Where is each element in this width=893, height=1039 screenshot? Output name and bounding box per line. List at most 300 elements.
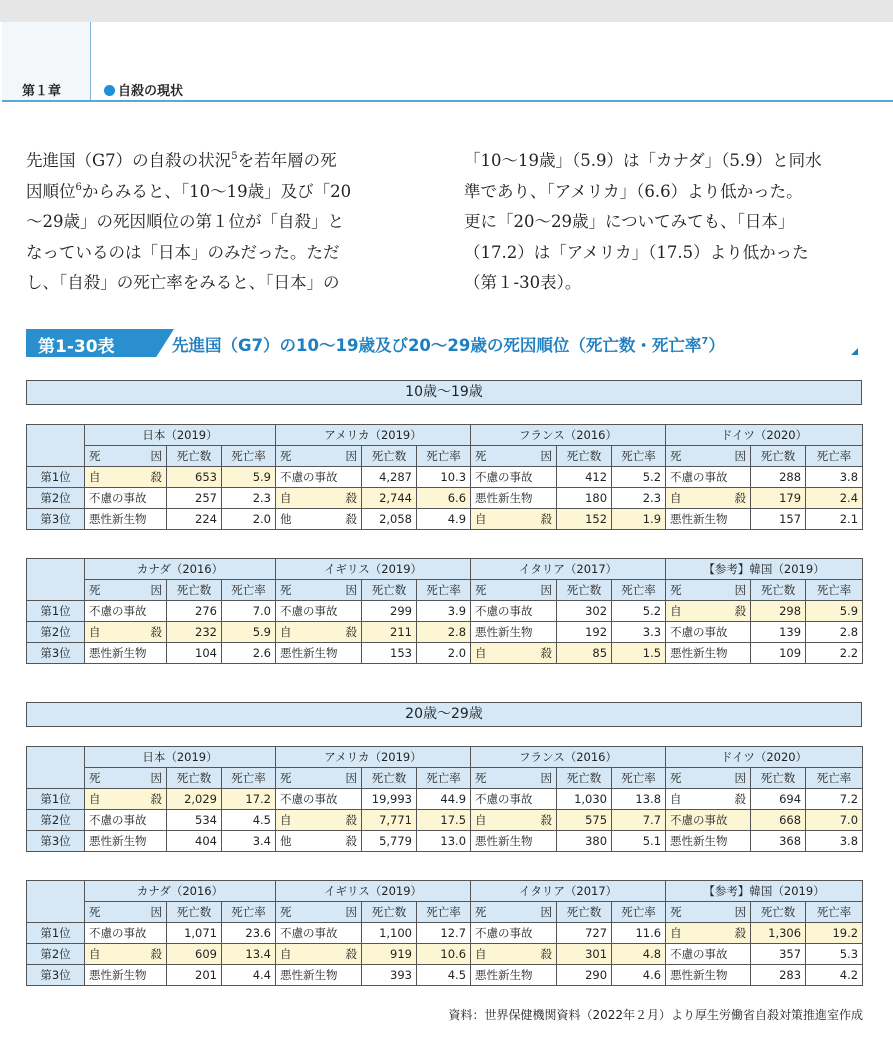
body-line-left: [26, 207, 426, 238]
country-header: カナダ（2016）: [85, 559, 276, 580]
cause-header-char: 因: [150, 905, 162, 919]
deaths-cell: 2,744: [362, 488, 417, 509]
rate-cell: 2.8: [806, 622, 863, 643]
cause-char: 殺: [150, 470, 162, 484]
rate-cell: 4.9: [417, 509, 471, 530]
cause-header-spread: [475, 448, 552, 464]
cause-char: 殺: [345, 947, 357, 961]
deaths-cell: 412: [557, 467, 612, 488]
rate-header: 死亡率: [612, 768, 666, 789]
rate-header: 死亡率: [417, 768, 471, 789]
cause-header-spread: [280, 582, 357, 598]
deaths-header: 死亡数: [557, 580, 612, 601]
cause-header: [471, 446, 557, 467]
table-row: [27, 601, 863, 622]
cause-spread: [89, 791, 162, 807]
cause-header-char: 死: [89, 771, 101, 785]
country-header-row: [27, 425, 863, 446]
cause-header-char: 因: [540, 905, 553, 919]
rank-label: 第1位: [27, 923, 85, 944]
cause-char: 自: [280, 947, 292, 961]
cause-header-spread: [280, 904, 357, 920]
rate-cell: 3.9: [417, 601, 471, 622]
country-header: フランス（2016）: [471, 425, 666, 446]
table-row: [27, 509, 863, 530]
rank-label: 第2位: [27, 810, 85, 831]
cause-cell: [666, 923, 751, 944]
cause-spread: [475, 946, 552, 962]
deaths-header: 死亡数: [167, 580, 222, 601]
rate-header: 死亡率: [612, 580, 666, 601]
rate-header: 死亡率: [612, 446, 666, 467]
deaths-cell: 1,030: [557, 789, 612, 810]
body-line-left: [26, 238, 426, 269]
rate-cell: 5.9: [222, 622, 276, 643]
cause-char: 殺: [150, 625, 162, 639]
cause-cell: [276, 509, 362, 530]
cause-spread: [280, 946, 357, 962]
cause-cell: [276, 622, 362, 643]
body-text-right: [464, 146, 864, 299]
cause-cell: 悪性新生物: [666, 965, 751, 986]
cause-char: 自: [475, 813, 487, 827]
cause-header-char: 因: [734, 905, 747, 919]
body-line-right: （第１-30表）。: [464, 273, 582, 292]
deaths-cell: 919: [362, 944, 417, 965]
cause-header-char: 死: [475, 583, 487, 597]
cause-cell: [85, 467, 167, 488]
deaths-cell: 180: [557, 488, 612, 509]
cause-header-spread: [475, 770, 552, 786]
cause-spread: [89, 624, 162, 640]
rank-label: 第3位: [27, 509, 85, 530]
cause-header: [85, 580, 167, 601]
deaths-cell: 290: [557, 965, 612, 986]
rate-cell: 5.2: [612, 601, 666, 622]
country-header: イギリス（2019）: [276, 881, 471, 902]
rate-cell: 10.6: [417, 944, 471, 965]
body-text-span: なっているのは「日本」のみだった。ただ: [26, 242, 340, 262]
cause-cell: 不慮の事故: [85, 923, 167, 944]
cause-cell: 悪性新生物: [85, 831, 167, 852]
deaths-cell: 283: [751, 965, 806, 986]
cause-char: 自: [475, 947, 487, 961]
cause-header-spread: [280, 770, 357, 786]
cause-cell: [666, 488, 751, 509]
cause-char: 殺: [345, 813, 357, 827]
deaths-cell: 19,993: [362, 789, 417, 810]
cause-header: [666, 580, 751, 601]
deaths-cell: 276: [167, 601, 222, 622]
rate-header: 死亡率: [222, 446, 276, 467]
cause-char: 殺: [345, 625, 357, 639]
table-title-bar: [26, 329, 862, 357]
cause-char: 自: [280, 813, 292, 827]
rate-cell: 13.4: [222, 944, 276, 965]
rate-header: 死亡率: [417, 446, 471, 467]
deaths-cell: 534: [167, 810, 222, 831]
cause-spread: [280, 511, 357, 527]
cause-header-spread: [670, 770, 746, 786]
table-row: [27, 622, 863, 643]
table-number: 第1-30表: [38, 337, 115, 357]
deaths-cell: 404: [167, 831, 222, 852]
deaths-header: 死亡数: [751, 580, 806, 601]
deaths-cell: 393: [362, 965, 417, 986]
rate-cell: 1.5: [612, 643, 666, 664]
cause-char: 殺: [150, 792, 162, 806]
cause-header: [276, 580, 362, 601]
deaths-header: 死亡数: [557, 902, 612, 923]
table-corner: [27, 881, 85, 923]
age-group-header: 20歳～29歳: [26, 702, 862, 727]
rate-header: 死亡率: [806, 768, 863, 789]
cause-char: 自: [280, 491, 292, 505]
rate-header: 死亡率: [222, 902, 276, 923]
country-header-row: [27, 881, 863, 902]
deaths-cell: 653: [167, 467, 222, 488]
bullet-icon: [104, 85, 115, 96]
cause-header-spread: [280, 448, 357, 464]
deaths-cell: 257: [167, 488, 222, 509]
deaths-header: 死亡数: [167, 446, 222, 467]
cause-char: 自: [475, 646, 487, 660]
cause-cell: 不慮の事故: [85, 810, 167, 831]
cause-header: [85, 902, 167, 923]
table-row: [27, 944, 863, 965]
cause-char: 自: [670, 792, 682, 806]
deaths-cell: 232: [167, 622, 222, 643]
deaths-header: 死亡数: [362, 902, 417, 923]
rank-label: 第1位: [27, 601, 85, 622]
cause-cell: [85, 944, 167, 965]
country-header: ドイツ（2020）: [666, 425, 863, 446]
deaths-cell: 727: [557, 923, 612, 944]
cause-header-char: 死: [670, 449, 682, 463]
cause-header-char: 因: [345, 771, 357, 785]
deaths-header: 死亡数: [557, 768, 612, 789]
table-row: [27, 789, 863, 810]
cause-header: [471, 768, 557, 789]
cause-header-char: 死: [280, 905, 292, 919]
rate-cell: 13.8: [612, 789, 666, 810]
country-header: 日本（2019）: [85, 425, 276, 446]
cause-spread: [475, 812, 552, 828]
deaths-cell: 201: [167, 965, 222, 986]
deaths-cell: 1,100: [362, 923, 417, 944]
rank-label: 第1位: [27, 789, 85, 810]
country-header: 【参考】韓国（2019）: [666, 559, 863, 580]
country-header: イタリア（2017）: [471, 559, 666, 580]
cause-spread: [475, 511, 552, 527]
cause-of-death-table: [26, 746, 863, 852]
cause-header-spread: [670, 448, 746, 464]
table-row: [27, 965, 863, 986]
cause-header-char: 因: [345, 905, 357, 919]
table-row: [27, 643, 863, 664]
table-row: [27, 923, 863, 944]
cause-header-char: 因: [540, 449, 553, 463]
cause-cell: [471, 643, 557, 664]
deaths-cell: 299: [362, 601, 417, 622]
cause-header-char: 因: [540, 583, 553, 597]
deaths-cell: 2,058: [362, 509, 417, 530]
cause-cell: 不慮の事故: [276, 923, 362, 944]
rate-header: 死亡率: [806, 446, 863, 467]
deaths-cell: 139: [751, 622, 806, 643]
cause-cell: 悪性新生物: [85, 643, 167, 664]
cause-header-spread: [475, 582, 552, 598]
rate-cell: 7.0: [806, 810, 863, 831]
cause-cell: 不慮の事故: [471, 601, 557, 622]
rank-label: 第3位: [27, 965, 85, 986]
cause-char: 他: [280, 512, 292, 526]
cause-spread: [670, 603, 746, 619]
cause-header-spread: [89, 904, 162, 920]
cause-header: [276, 902, 362, 923]
country-header: 日本（2019）: [85, 747, 276, 768]
table-row: [27, 488, 863, 509]
cause-spread: [89, 946, 162, 962]
table-title: [172, 332, 725, 356]
country-header: カナダ（2016）: [85, 881, 276, 902]
cause-header-spread: [670, 582, 746, 598]
cause-header-char: 死: [475, 449, 487, 463]
cause-cell: 不慮の事故: [276, 601, 362, 622]
cause-header-char: 因: [734, 449, 747, 463]
rate-cell: 2.6: [222, 643, 276, 664]
cause-header: [276, 768, 362, 789]
body-text-span: を若年層の死: [237, 151, 337, 170]
cause-cell: 不慮の事故: [666, 467, 751, 488]
rank-label: 第3位: [27, 831, 85, 852]
cause-cell: 悪性新生物: [471, 965, 557, 986]
country-header: ドイツ（2020）: [666, 747, 863, 768]
top-band: [0, 0, 893, 22]
cause-cell: 悪性新生物: [666, 509, 751, 530]
deaths-header: 死亡数: [751, 768, 806, 789]
rate-cell: 5.1: [612, 831, 666, 852]
cause-header-char: 死: [89, 583, 101, 597]
body-text-span: からみると、「10～19歳」及び「20: [81, 181, 352, 201]
country-header: イギリス（2019）: [276, 559, 471, 580]
rank-label: 第2位: [27, 488, 85, 509]
rate-cell: 11.6: [612, 923, 666, 944]
rate-cell: 13.0: [417, 831, 471, 852]
deaths-cell: 2,029: [167, 789, 222, 810]
cause-cell: 不慮の事故: [471, 789, 557, 810]
country-header: アメリカ（2019）: [276, 747, 471, 768]
cause-header: [85, 768, 167, 789]
rate-cell: 7.0: [222, 601, 276, 622]
cause-header: [85, 446, 167, 467]
chapter-label: 第１章: [22, 84, 62, 99]
rate-cell: 44.9: [417, 789, 471, 810]
footnote-mark: 7: [701, 336, 709, 347]
body-line-right: 準であり、「アメリカ」（6.6）より低かった。: [464, 181, 803, 201]
rank-label: 第1位: [27, 467, 85, 488]
body-line-left: [26, 146, 426, 177]
rate-cell: 12.7: [417, 923, 471, 944]
cause-char: 自: [670, 491, 682, 505]
rate-cell: 17.5: [417, 810, 471, 831]
cause-header-char: 因: [345, 583, 357, 597]
cause-of-death-table: [26, 880, 863, 986]
rate-cell: 4.8: [612, 944, 666, 965]
deaths-cell: 694: [751, 789, 806, 810]
cause-spread: [280, 490, 357, 506]
rate-header: 死亡率: [222, 768, 276, 789]
table-row: [27, 810, 863, 831]
rate-cell: 2.3: [612, 488, 666, 509]
rate-cell: 2.0: [417, 643, 471, 664]
cause-char: 殺: [540, 512, 553, 526]
rate-header: 死亡率: [417, 902, 471, 923]
deaths-header: 死亡数: [751, 902, 806, 923]
cause-cell: [471, 810, 557, 831]
cause-header-char: 死: [670, 771, 682, 785]
sub-header-row: [27, 768, 863, 789]
cause-cell: 不慮の事故: [276, 467, 362, 488]
rank-label: 第2位: [27, 622, 85, 643]
deaths-cell: 357: [751, 944, 806, 965]
cause-cell: 不慮の事故: [85, 601, 167, 622]
cause-header-char: 因: [734, 771, 747, 785]
deaths-cell: 224: [167, 509, 222, 530]
rate-cell: 5.9: [806, 601, 863, 622]
cause-cell: [276, 810, 362, 831]
footnote-mark: 6: [75, 181, 82, 193]
cause-cell: 不慮の事故: [666, 944, 751, 965]
deaths-cell: 85: [557, 643, 612, 664]
cause-header: [471, 580, 557, 601]
cause-header-char: 死: [280, 771, 292, 785]
deaths-cell: 1,071: [167, 923, 222, 944]
rate-cell: 4.6: [612, 965, 666, 986]
cause-header-spread: [89, 448, 162, 464]
country-header-row: [27, 747, 863, 768]
cause-char: 自: [89, 470, 101, 484]
cause-cell: [85, 789, 167, 810]
cause-of-death-table: [26, 558, 863, 664]
rate-cell: 2.0: [222, 509, 276, 530]
age-group-header: 10歳～19歳: [26, 380, 862, 405]
cause-char: 殺: [345, 491, 357, 505]
rate-cell: 10.3: [417, 467, 471, 488]
cause-char: 殺: [734, 926, 747, 940]
cause-header-char: 死: [475, 905, 487, 919]
deaths-cell: 157: [751, 509, 806, 530]
deaths-cell: 302: [557, 601, 612, 622]
cause-spread: [670, 490, 746, 506]
source-note: 資料：世界保健機関資料（2022年２月）より厚生労働省自殺対策推進室作成: [448, 1008, 863, 1022]
cause-spread: [670, 925, 746, 941]
rate-header: 死亡率: [222, 580, 276, 601]
cause-cell: 不慮の事故: [276, 789, 362, 810]
cause-cell: 悪性新生物: [276, 643, 362, 664]
rank-label: 第3位: [27, 643, 85, 664]
cause-header-char: 死: [89, 905, 101, 919]
cause-header-char: 因: [345, 449, 357, 463]
rate-cell: 5.3: [806, 944, 863, 965]
rate-cell: 19.2: [806, 923, 863, 944]
rate-cell: 4.2: [806, 965, 863, 986]
cause-cell: 悪性新生物: [666, 643, 751, 664]
cause-spread: [89, 469, 162, 485]
cause-cell: 悪性新生物: [85, 509, 167, 530]
cause-cell: 悪性新生物: [471, 622, 557, 643]
cause-char: 殺: [540, 646, 553, 660]
cause-char: 自: [670, 926, 682, 940]
cause-char: 自: [89, 947, 101, 961]
cause-of-death-table: [26, 424, 863, 530]
cause-cell: 不慮の事故: [666, 810, 751, 831]
table-corner: [27, 559, 85, 601]
deaths-cell: 7,771: [362, 810, 417, 831]
cause-char: 殺: [345, 834, 357, 848]
cause-spread: [670, 791, 746, 807]
cause-header-char: 因: [150, 583, 162, 597]
rate-cell: 7.2: [806, 789, 863, 810]
cause-spread: [475, 645, 552, 661]
cause-cell: [666, 601, 751, 622]
cause-char: 殺: [734, 604, 747, 618]
rate-cell: 3.4: [222, 831, 276, 852]
cause-cell: [471, 944, 557, 965]
cause-header-char: 因: [150, 449, 162, 463]
rate-cell: 6.6: [417, 488, 471, 509]
table-row: [27, 467, 863, 488]
section-label: [104, 80, 183, 99]
deaths-header: 死亡数: [362, 446, 417, 467]
deaths-header: 死亡数: [167, 768, 222, 789]
deaths-cell: 298: [751, 601, 806, 622]
rate-cell: 2.3: [222, 488, 276, 509]
table-corner: [27, 425, 85, 467]
cause-char: 殺: [345, 512, 357, 526]
body-line-right: 更に「20～29歳」についてみても、「日本」: [464, 212, 795, 231]
deaths-cell: 609: [167, 944, 222, 965]
deaths-header: 死亡数: [167, 902, 222, 923]
cause-header-char: 死: [280, 583, 292, 597]
deaths-cell: 288: [751, 467, 806, 488]
corner-mark-icon: [851, 348, 858, 355]
rate-cell: 3.3: [612, 622, 666, 643]
rate-cell: 23.6: [222, 923, 276, 944]
body-line-left: [26, 268, 426, 299]
cause-cell: [85, 622, 167, 643]
cause-header-char: 死: [670, 905, 682, 919]
body-text-span: ～29歳」の死因順位の第１位が「自殺」と: [26, 212, 344, 231]
cause-cell: [276, 488, 362, 509]
rate-cell: 5.2: [612, 467, 666, 488]
cause-header: [276, 446, 362, 467]
rate-cell: 17.2: [222, 789, 276, 810]
sub-header-row: [27, 446, 863, 467]
deaths-cell: 152: [557, 509, 612, 530]
cause-cell: 悪性新生物: [471, 831, 557, 852]
deaths-header: 死亡数: [362, 580, 417, 601]
cause-cell: 不慮の事故: [471, 923, 557, 944]
cause-spread: [280, 812, 357, 828]
cause-header: [666, 768, 751, 789]
rate-cell: 4.4: [222, 965, 276, 986]
cause-char: 殺: [734, 792, 747, 806]
body-text-span: し、「自殺」の死亡率をみると、「日本」の: [26, 273, 340, 292]
rank-label: 第2位: [27, 944, 85, 965]
body-text-span: 因順位: [26, 181, 76, 201]
deaths-cell: 211: [362, 622, 417, 643]
